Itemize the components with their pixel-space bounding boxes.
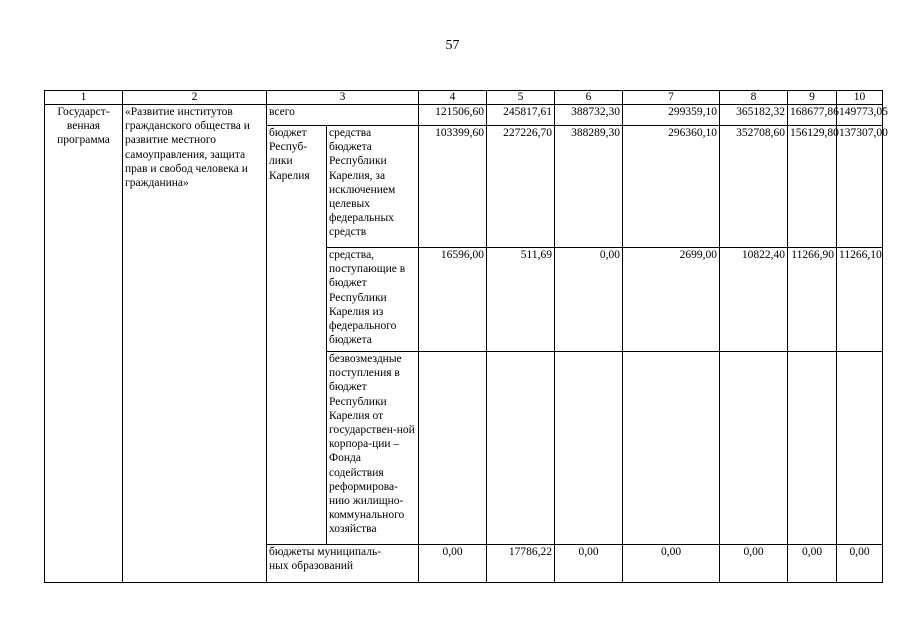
value-cell (720, 352, 788, 545)
value-cell: 121506,60 (419, 105, 487, 126)
value-cell: 511,69 (487, 248, 555, 352)
col-number-4: 4 (419, 91, 487, 105)
value-cell (788, 352, 837, 545)
value-cell: 296360,10 (623, 126, 720, 248)
republic-budget-label: бюджет Респуб-лики Карелия (267, 126, 327, 545)
row-label-municipal: бюджеты муниципаль-ных образований (267, 545, 419, 583)
value-cell (487, 352, 555, 545)
budget-table (44, 90, 888, 583)
value-cell: 0,00 (555, 248, 623, 352)
value-cell: 11266,10 (837, 248, 883, 352)
value-cell: 156129,80 (788, 126, 837, 248)
col-number-3: 3 (267, 91, 419, 105)
col-number-1: 1 (45, 91, 123, 105)
program-name: «Развитие институтов гражданского общества и развитие местного самоуправления, защита прав и свобод человека и гражданина» (123, 105, 267, 583)
value-cell: 11266,90 (788, 248, 837, 352)
value-cell (419, 352, 487, 545)
col-number-9: 9 (788, 91, 837, 105)
value-cell: 0,00 (419, 545, 487, 583)
col-number-10: 10 (837, 91, 883, 105)
value-cell: 0,00 (788, 545, 837, 583)
value-cell: 388289,30 (555, 126, 623, 248)
program-status: Государст-венная программа (45, 105, 123, 583)
row-label-fund: безвозмездные поступления в бюджет Республики Карелия от государствен-ной корпора-ции – Фонда содействия реформирова-нию жилищно-коммунального хозяйства (327, 352, 419, 545)
value-cell: 299359,10 (623, 105, 720, 126)
value-cell: 0,00 (720, 545, 788, 583)
value-cell: 137307,00 (837, 126, 883, 248)
value-cell: 0,00 (837, 545, 883, 583)
value-cell: 149773,05 (837, 105, 883, 126)
row-label-total: всего (267, 105, 419, 126)
col-number-2: 2 (123, 91, 267, 105)
value-cell: 352708,60 (720, 126, 788, 248)
value-cell (837, 352, 883, 545)
col-number-8: 8 (720, 91, 788, 105)
value-cell: 0,00 (623, 545, 720, 583)
page-number: 57 (445, 38, 460, 53)
table-row (45, 105, 883, 126)
value-cell: 245817,61 (487, 105, 555, 126)
col-number-5: 5 (487, 91, 555, 105)
value-cell: 103399,60 (419, 126, 487, 248)
value-cell: 2699,00 (623, 248, 720, 352)
value-cell (555, 352, 623, 545)
col-number-6: 6 (555, 91, 623, 105)
value-cell: 365182,32 (720, 105, 788, 126)
value-cell: 227226,70 (487, 126, 555, 248)
value-cell: 0,00 (555, 545, 623, 583)
row-label-federal: средства, поступающие в бюджет Республики Карелия из федерального бюджета (327, 248, 419, 352)
column-number-row (45, 91, 883, 105)
row-label-republic-own: средства бюджета Республики Карелия, за исключением целевых федеральных средств (327, 126, 419, 248)
col-number-7: 7 (623, 91, 720, 105)
value-cell: 168677,86 (788, 105, 837, 126)
value-cell: 10822,40 (720, 248, 788, 352)
value-cell: 17786,22 (487, 545, 555, 583)
value-cell: 16596,00 (419, 248, 487, 352)
value-cell: 388732,30 (555, 105, 623, 126)
value-cell (623, 352, 720, 545)
